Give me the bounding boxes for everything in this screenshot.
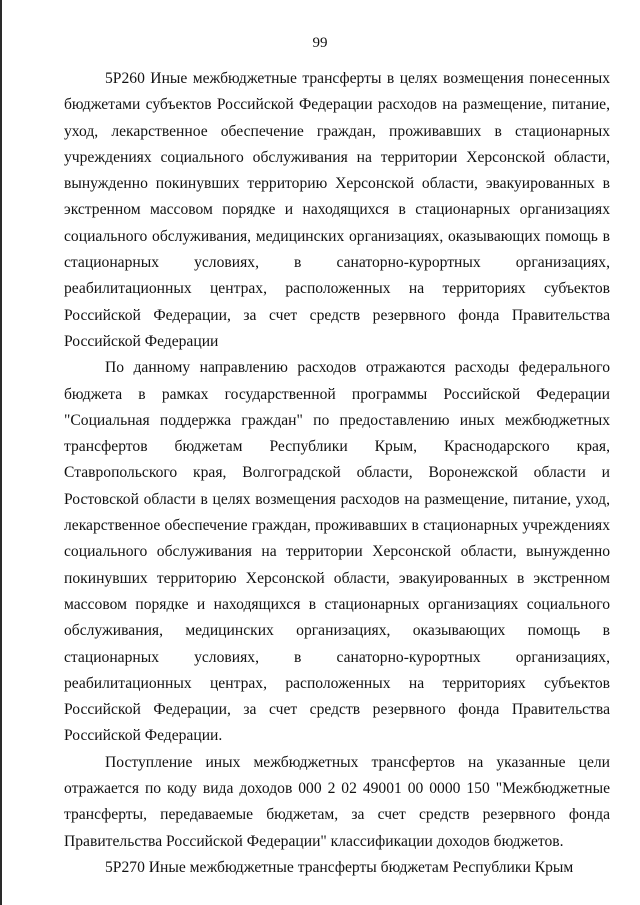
scan-edge-line: [0, 0, 2, 905]
paragraph-income-code: Поступление иных межбюджетных трансфертов на указанные цели отражается по коду вида доходов 000 2 02 49001 00 0000 150 "Межбюджетные трансферты, передаваемые бюджетам, за счет средств резервного фонда Правительства Российской Федерации" классификации доходов бюджетов.: [64, 753, 610, 850]
paragraph-expense-description: По данному направлению расходов отражаются расходы федерального бюджета в рамках государственной программы Российской Федерации "Социальная поддержка граждан" по предоставлению иных межбюджетных трансфертов бюджетам Республики Крым, Краснодарского края, Ставропольского края, Волгоградской области, Воронежской области и Ростовской области в целях возмещения расходов на размещение, питание, уход, лекарственное обеспечение граждан, проживавших в стационарных учреждениях социального обслуживания на территории Херсонской области, вынужденно покинувших территорию Херсонской области, эвакуированных в экстренном массовом порядке и находящихся в стационарных организациях социального обслуживания, медицинских организациях, оказывающих помощь в стационарных условиях, в санаторно-курортных организациях, реабилитационных центрах, расположенных на территориях субъектов Российской Федерации, за счет средств резервного фонда Правительства Российской Федерации.: [64, 359, 610, 745]
page-number: 99: [312, 35, 328, 51]
paragraph-5p270-heading: 5Р270 Иные межбюджетные трансферты бюджетам Республики Крым: [105, 858, 574, 876]
document-body: [64, 66, 610, 881]
paragraph-5p260-heading: 5Р260 Иные межбюджетные трансферты в целях возмещения понесенных бюджетами субъектов Российской Федерации расходов на размещение, питание, уход, лекарственное обеспечение граждан, проживавших в стационарных учреждениях социального обслуживания на территории Херсонской области, вынужденно покинувших территорию Херсонской области, эвакуированных в экстренном массовом порядке и находящихся в стационарных организациях социального обслуживания, медицинских организациях, оказывающих помощь в стационарных условиях, в санаторно-курортных организациях, реабилитационных центрах, расположенных на территориях субъектов Российской Федерации, за счет средств резервного фонда Правительства Российской Федерации: [64, 70, 610, 350]
